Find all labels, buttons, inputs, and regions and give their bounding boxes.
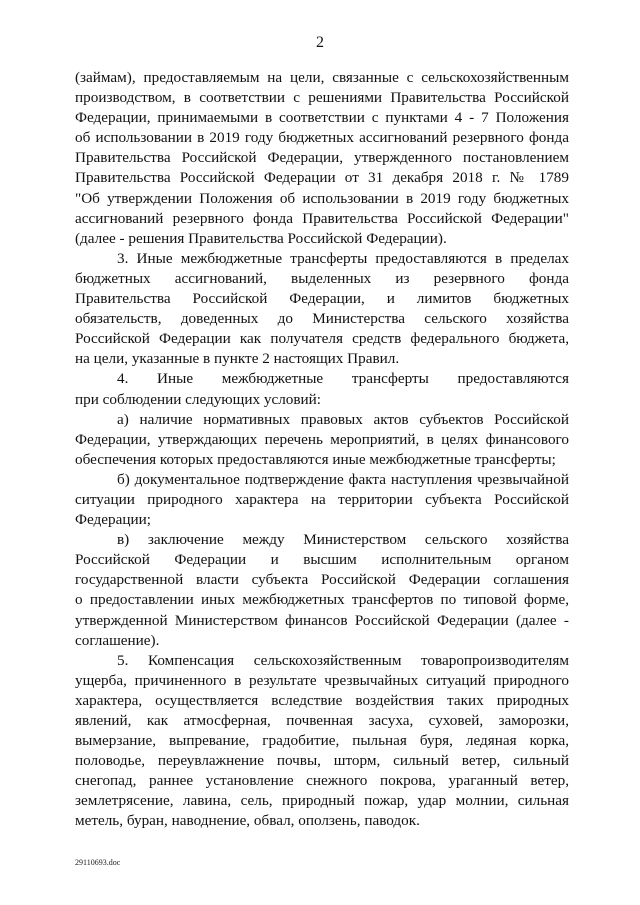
text-line: при соблюдении следующих условий: — [75, 390, 322, 408]
text-line: половодье, переувлажнение почвы, шторм, сильный ветер, сильный — [75, 752, 569, 770]
text-line: "Об утверждении Положения об использовании в 2019 году бюджетных — [75, 189, 569, 207]
text-line: Федерации; — [75, 511, 151, 529]
text-line: о предоставлении иных межбюджетных трансфертов по типовой форме, — [75, 591, 569, 609]
text-line: Российской Федерации и высшим исполнительным органом — [75, 551, 569, 569]
text-line: а) наличие нормативных правовых актов субъектов Российской — [117, 410, 569, 428]
page-number: 2 — [316, 34, 324, 51]
text-line: землетрясение, лавина, сель, природный пожар, удар молнии, сильная — [75, 792, 569, 810]
text-line: 4. Иные межбюджетные трансферты предоставляются — [117, 370, 569, 388]
text-line: характера, осуществляется вследствие воздействия таких природных — [75, 691, 569, 709]
text-line: Федерации, утверждающих перечень мероприятий, в целях финансового — [75, 430, 569, 448]
text-line: ситуации природного характера на территории субъекта Российской — [75, 490, 569, 508]
text-line: 5. Компенсация сельскохозяйственным товаропроизводителям — [117, 651, 569, 669]
text-line: ассигнований резервного фонда Правительства Российской Федерации" — [75, 209, 569, 227]
text-line: Правительства Российской Федерации, и лимитов бюджетных — [75, 290, 569, 308]
text-line: Российской Федерации как получателя средств федерального бюджета, — [75, 330, 569, 348]
text-line: об использовании в 2019 году бюджетных ассигнований резервного фонда — [75, 129, 569, 147]
text-line: Федерации, принимаемыми в соответствии с пунктами 4 - 7 Положения — [75, 109, 569, 127]
text-line: метель, буран, наводнение, обвал, оползень, паводок. — [75, 812, 420, 830]
text-line: обязательств, доведенных до Министерства сельского хозяйства — [75, 310, 569, 328]
text-line: 3. Иные межбюджетные трансферты предоставляются в пределах — [117, 249, 569, 267]
footer-filename: 29110693.doc — [75, 858, 121, 867]
text-line: бюджетных ассигнований, выделенных из резервного фонда — [75, 269, 569, 287]
text-line: (далее - решения Правительства Российской Федерации). — [75, 229, 447, 247]
text-line: (займам), предоставляемым на цели, связанные с сельскохозяйственным — [75, 69, 569, 86]
text-line: утвержденной Министерством финансов Российской Федерации (далее - — [75, 611, 569, 629]
text-line: явлений, как атмосферная, почвенная засуха, суховей, заморозки, — [75, 712, 569, 729]
text-line: Правительства Российской Федерации, утвержденного постановлением — [75, 149, 569, 167]
text-line: б) документальное подтверждение факта наступления чрезвычайной — [117, 470, 569, 488]
text-line: в) заключение между Министерством сельского хозяйства — [117, 531, 569, 549]
text-line: на цели, указанные в пункте 2 настоящих Правил. — [75, 350, 400, 368]
text-line: соглашение). — [75, 631, 160, 649]
text-line: ущерба, причиненного в результате чрезвычайных ситуаций природного — [75, 671, 569, 689]
text-line: Правительства Российской Федерации от 31 декабря 2018 г. № 1789 — [75, 169, 569, 187]
document-body — [75, 68, 569, 832]
text-line: вымерзание, выпревание, градобитие, пыльная буря, ледяная корка, — [75, 732, 569, 750]
text-line: производством, в соответствии с решениями Правительства Российской — [75, 89, 569, 107]
text-line: обеспечения которых предоставляются иные межбюджетные трансферты; — [75, 450, 556, 468]
text-line: снегопад, раннее установление снежного покрова, ураганный ветер, — [75, 772, 569, 790]
text-line: государственной власти субъекта Российской Федерации соглашения — [75, 571, 569, 589]
